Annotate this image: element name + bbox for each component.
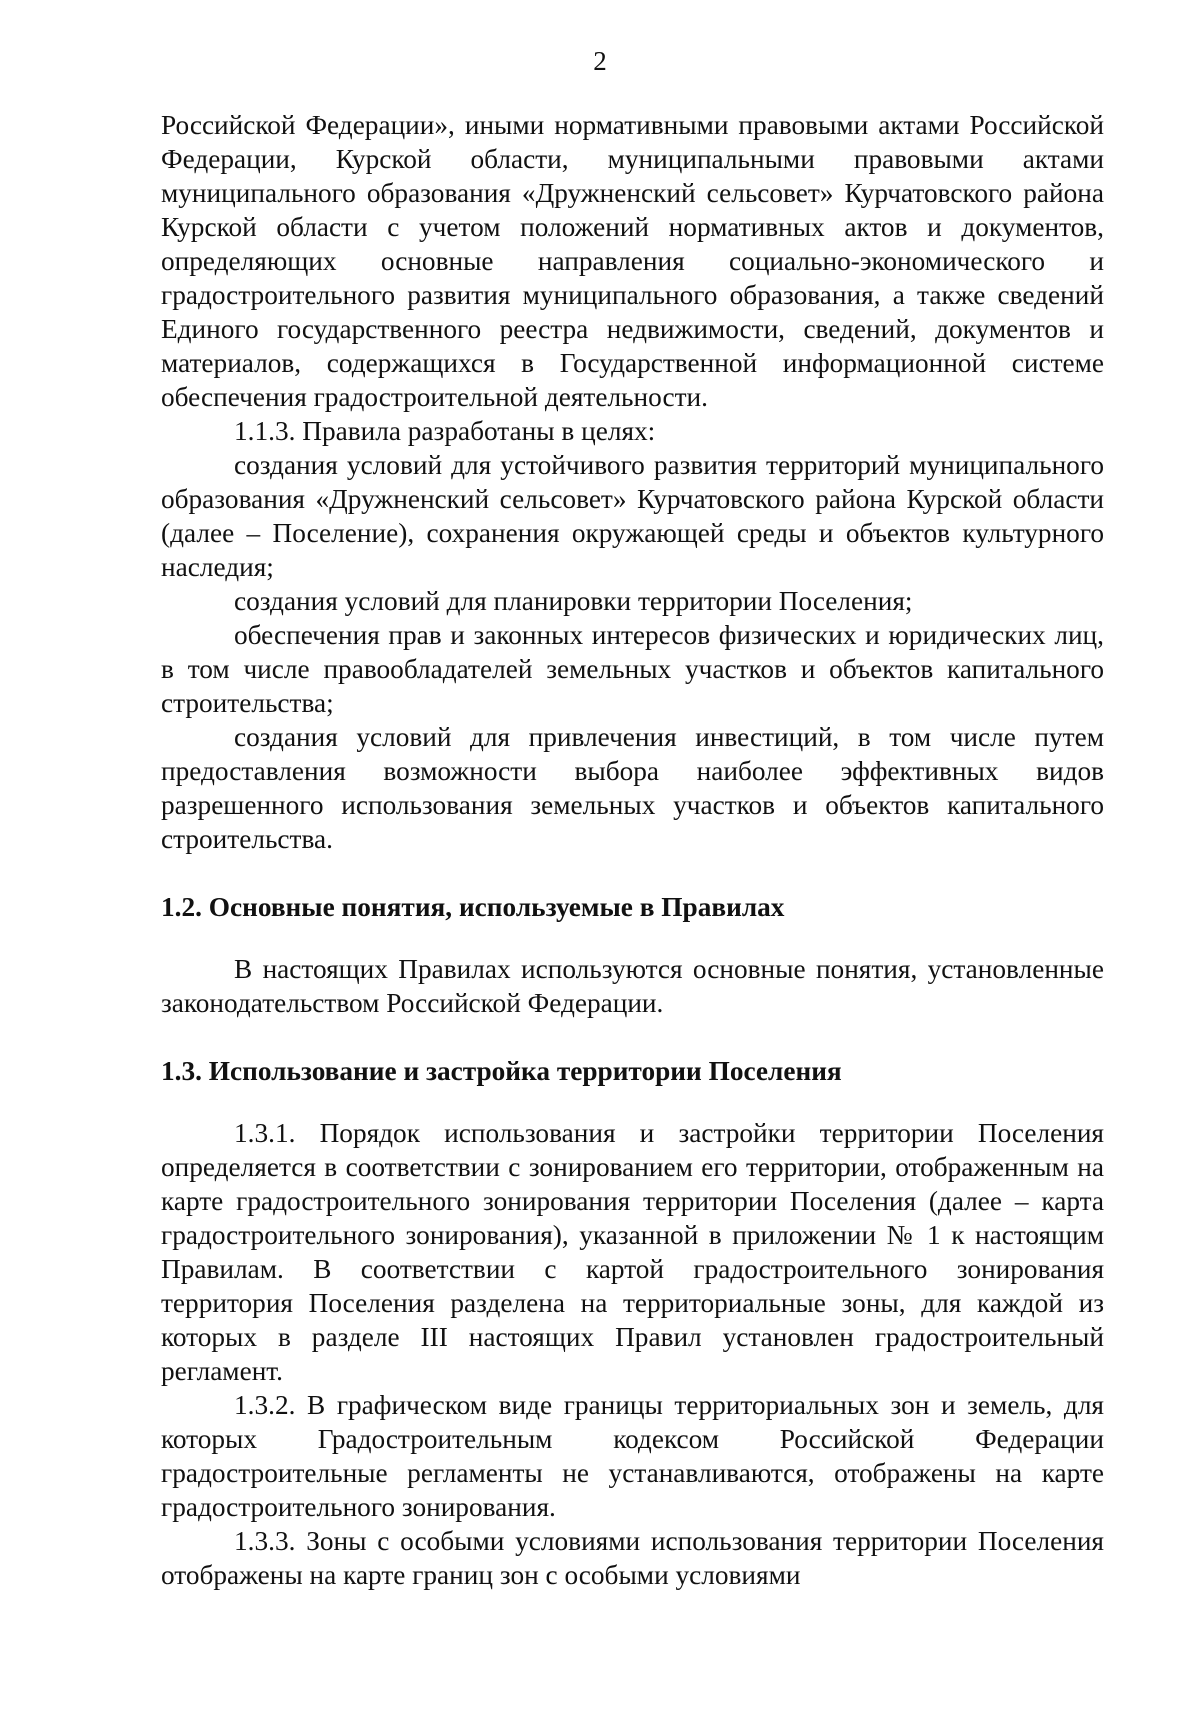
- paragraph-definitions: В настоящих Правилах используются основные понятия, установленные законодательством Российской Федерации.: [161, 954, 1104, 1018]
- page-number: 2: [593, 46, 607, 76]
- paragraph-1-3-2: 1.3.2. В графическом виде границы территориальных зон и земель, для которых Градостроительным кодексом Российской Федерации градостроительные регламенты не устанавливаются, отображены на карте градостроительного зонирования.: [161, 1390, 1104, 1522]
- paragraph-continuation: Российской Федерации», иными нормативными правовыми актами Российской Федерации, Курской области, муниципальными правовыми актами муниципального образования «Дружненский сельсовет» Курчатовского района Курской области с учетом положений нормативных актов и документов, определяющих основные направления социально-экономического и градостроительного развития муниципального образования, а также сведений Единого государственного реестра недвижимости, сведений, документов и материалов, содержащихся в Государственной информационной системе обеспечения градостроительной деятельности.: [161, 110, 1104, 412]
- paragraph-goal-2: создания условий для планировки территории Поселения;: [234, 586, 913, 616]
- section-heading-1-3: 1.3. Использование и застройка территории Поселения: [161, 1056, 842, 1086]
- paragraph-goals-intro: 1.1.3. Правила разработаны в целях:: [234, 416, 656, 446]
- paragraph-1-3-3: 1.3.3. Зоны с особыми условиями использования территории Поселения отображены на карте границ зон с особыми условиями: [161, 1526, 1104, 1590]
- paragraph-goal-1: создания условий для устойчивого развития территорий муниципального образования «Дружненский сельсовет» Курчатовского района Курской области (далее – Поселение), сохранения окружающей среды и объектов культурного наследия;: [161, 450, 1104, 582]
- paragraph-goal-4: создания условий для привлечения инвестиций, в том числе путем предоставления возможности выбора наиболее эффективных видов разрешенного использования земельных участков и объектов капитального строительства.: [161, 722, 1104, 854]
- paragraph-1-3-1: 1.3.1. Порядок использования и застройки территории Поселения определяется в соответствии с зонированием его территории, отображенным на карте градостроительного зонирования территории Поселения (далее – карта градостроительного зонирования), указанной в приложении № 1 к настоящим Правилам. В соответствии с картой градостроительного зонирования территория Поселения разделена на территориальные зоны, для каждой из которых в разделе III настоящих Правил установлен градостроительный регламент.: [161, 1118, 1104, 1386]
- section-heading-1-2: 1.2. Основные понятия, используемые в Правилах: [161, 892, 785, 922]
- paragraph-goal-3: обеспечения прав и законных интересов физических и юридических лиц, в том числе правообладателей земельных участков и объектов капитального строительства;: [161, 620, 1104, 718]
- document-body: [161, 108, 1104, 1592]
